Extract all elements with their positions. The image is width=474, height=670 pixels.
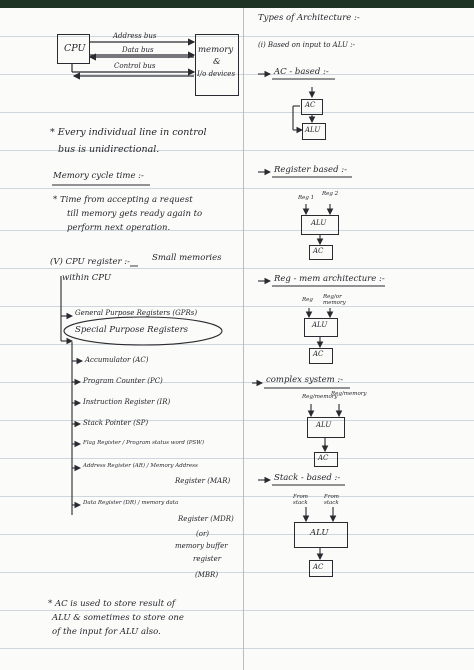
alu-box-ac-based-label: ALU (305, 126, 321, 134)
register-mar: Register (MAR) (175, 477, 231, 485)
register-or: (or) (196, 530, 210, 538)
register-register: register (193, 555, 222, 563)
ac-note-line3: of the input for ALU also. (52, 627, 161, 637)
reg1-label: Reg 1 (298, 195, 315, 201)
register-memory-buffer: memory buffer (175, 542, 228, 550)
ac-box-register-based-label: AC (313, 247, 324, 255)
ac-note-line1: * AC is used to store result of (48, 599, 176, 609)
cpu-register-desc: Small memories (152, 253, 222, 263)
ac-based-label: AC - based :- (274, 67, 329, 77)
reg-or-memory-label: Reg/or memory (323, 294, 346, 307)
stack-based-label: Stack - based :- (274, 473, 341, 483)
alu-box-register-based-label: ALU (311, 219, 327, 227)
control-bus-note-line1: * Every individual line in control (50, 127, 207, 138)
register-program-counter: Program Counter (PC) (83, 377, 163, 385)
register-accumulator: Accumulator (AC) (85, 356, 149, 364)
register-data: Data Register (DR) / memory data (83, 500, 179, 506)
memory-cycle-line3: perform next operation. (67, 223, 171, 233)
register-mdr: Register (MDR) (178, 515, 234, 523)
control-bus-label: Control bus (114, 62, 156, 70)
memory-cycle-line2: till memory gets ready again to (67, 209, 203, 219)
register-instruction: Instruction Register (IR) (83, 398, 171, 406)
register-stack-pointer: Stack Pointer (SP) (83, 419, 149, 427)
ac-box-stack-based-label: AC (313, 563, 324, 571)
reg-memory-label-2: Reg/memory (331, 391, 367, 397)
ac-box-complex-label: AC (318, 454, 329, 462)
ac-note-line2: ALU & sometimes to store one (52, 613, 184, 623)
based-on-label: (i) Based on input to ALU :- (258, 41, 355, 49)
alu-box-stack-based-label: ALU (310, 528, 329, 538)
types-title: Types of Architecture :- (258, 13, 360, 23)
ac-box-reg-mem-label: AC (313, 350, 324, 358)
spr-label: Special Purpose Registers (75, 325, 188, 335)
cpu-register-title: (V) CPU register :- (50, 257, 130, 267)
data-bus-label: Data bus (122, 46, 154, 54)
cpu-label: CPU (64, 43, 86, 54)
ampersand-label: & (213, 57, 221, 67)
register-based-label: Register based :- (274, 165, 347, 175)
reg2-label: Reg 2 (322, 191, 339, 197)
control-bus-note-line2: bus is unidirectional. (58, 144, 160, 155)
register-address: Address Register (AR) / Memory Address (83, 463, 198, 469)
within-cpu-label: within CPU (62, 273, 112, 283)
register-mbr: (MBR) (195, 571, 219, 579)
gpr-label: General Purpose Registers (GPRs) (75, 309, 198, 317)
complex-system-label: complex system :- (266, 375, 344, 385)
reg-label: Reg (302, 297, 313, 303)
memory-cycle-line1: * Time from accepting a request (53, 195, 193, 205)
ac-box-ac-based-label: AC (305, 101, 316, 109)
memory-label: memory (198, 45, 234, 55)
alu-box-complex-label: ALU (316, 421, 332, 429)
reg-memory-label-1: Reg/memory (302, 394, 338, 400)
reg-mem-label: Reg - mem architecture :- (274, 274, 385, 284)
address-bus-label: Address bus (113, 32, 157, 40)
register-flag: Flag Register / Program status word (PSW) (83, 440, 205, 446)
io-devices-label: I/o devices (197, 70, 236, 78)
memory-cycle-title: Memory cycle time :- (53, 171, 144, 181)
from-stack-label-1: From stack (293, 494, 308, 507)
alu-box-reg-mem-label: ALU (312, 321, 328, 329)
from-stack-label-2: From stack (324, 494, 339, 507)
